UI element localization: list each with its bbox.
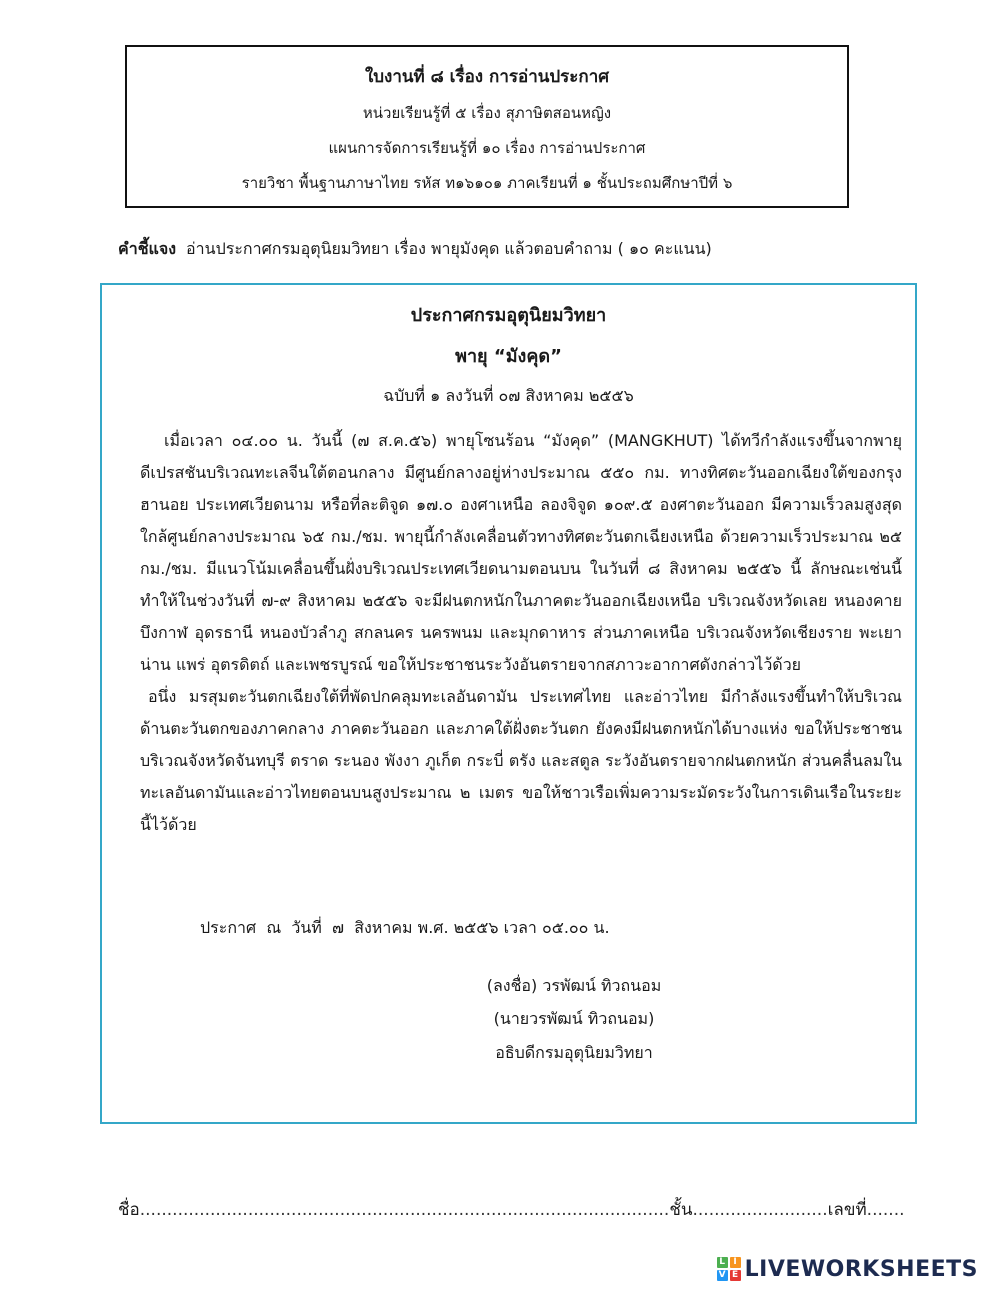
logo-wordmark: LIVEWORKSHEETS bbox=[744, 1256, 978, 1282]
instructions-label: คำชี้แจง bbox=[118, 239, 177, 258]
logo-tile: V bbox=[717, 1270, 728, 1281]
class-label: ชั้น bbox=[669, 1200, 693, 1220]
logo-tile: E bbox=[730, 1270, 741, 1281]
number-field[interactable]: ....... bbox=[866, 1200, 905, 1220]
storm-title: พายุ “มังคุด” bbox=[455, 346, 562, 367]
worksheet-title: ใบงานที่ ๘ เรื่อง การอ่านประกาศ bbox=[364, 67, 610, 87]
announcement-body bbox=[140, 425, 902, 841]
signature-line: (ลงชื่อ) วรพัฒน์ ทิวถนอม bbox=[486, 976, 662, 995]
header-plan-line: แผนการจัดการเรียนรู้ที่ ๑๐ เรื่อง การอ่านประกาศ bbox=[328, 139, 646, 157]
worksheet-header-box bbox=[125, 45, 849, 208]
logo-tile: L bbox=[717, 1257, 728, 1268]
class-field[interactable]: ......................... bbox=[692, 1200, 828, 1220]
liveworksheets-logo[interactable] bbox=[717, 1256, 978, 1282]
signatory-name: (นายวรพัฒน์ ทิวถนอม) bbox=[493, 1009, 655, 1028]
logo-tile: I bbox=[730, 1257, 741, 1268]
instructions-text: อ่านประกาศกรมอุตุนิยมวิทยา เรื่อง พายุมังคุด แล้วตอบคำถาม ( ๑๐ คะแนน) bbox=[186, 239, 712, 258]
logo-tiles-icon bbox=[717, 1257, 741, 1281]
announcement-heading: ประกาศกรมอุตุนิยมวิทยา bbox=[410, 305, 607, 326]
student-info-line bbox=[118, 1196, 905, 1224]
number-label: เลขที่ bbox=[827, 1200, 867, 1220]
header-subject-line: รายวิชา พื้นฐานภาษาไทย รหัส ท๑๖๑๐๑ ภาคเรียนที่ ๑ ชั้นประถมศึกษาปีที่ ๖ bbox=[241, 174, 733, 192]
instructions bbox=[118, 236, 712, 262]
announcement-issue: ฉบับที่ ๑ ลงวันที่ ๐๗ สิงหาคม ๒๕๕๖ bbox=[383, 386, 634, 405]
name-label: ชื่อ bbox=[118, 1200, 140, 1220]
header-unit-line: หน่วยเรียนรู้ที่ ๕ เรื่อง สุภาษิตสอนหญิง bbox=[362, 104, 612, 122]
announcement-paragraph: เมื่อเวลา ๐๔.๐๐ น. วันนี้ (๗ ส.ค.๕๖) พายุโซนร้อน “มังคุด” (MANGKHUT) ได้ทวีกำลังแรงขึ้นจากพายุดีเปรสชันบริเวณทะเลจีนใต้ตอนกลาง มีศูนย์กลางอยู่ห่างประมาณ ๕๕๐ กม. ทางทิศตะวันออกเฉียงใต้ของกรุงฮานอย ประเทศเวียดนาม หรือที่ละติจูด ๑๗.๐ องศาเหนือ ลองจิจูด ๑๐๙.๕ องศาตะวันออก มีความเร็วลมสูงสุดใกล้ศูนย์กลางประมาณ ๖๕ กม./ชม. พายุนี้กำลังเคลื่อนตัวทางทิศตะวันตกเฉียงเหนือ ด้วยความเร็วประมาณ ๒๕ กม./ชม. มีแนวโน้มเคลื่อนขึ้นฝั่งบริเวณประเทศเวียดนามตอนบน ในวันที่ ๘ สิงหาคม ๒๕๕๖ นี้ ลักษณะเช่นนี้ทำให้ในช่วงวันที่ ๗-๙ สิงหาคม ๒๕๕๖ จะมีฝนตกหนักในภาคตะวันออกเฉียงเหนือ บริเวณจังหวัดเลย หนองคาย บึงกาฬ อุดรธานี หนองบัวลำภู สกลนคร นครพนม และมุกดาหาร ส่วนภาคเหนือ บริเวณจังหวัดเชียงราย พะเยา น่าน แพร่ อุตรดิตถ์ และเพชรบูรณ์ ขอให้ประชาชนระวังอันตรายจากสภาวะอากาศดังกล่าวไว้ด้วย bbox=[140, 431, 902, 674]
signatory-title: อธิบดีกรมอุตุนิยมวิทยา bbox=[495, 1043, 653, 1062]
announcement-date-line: ประกาศ ณ วันที่ ๗ สิงหาคม พ.ศ. ๒๕๕๖ เวลา ๐๕.๐๐ น. bbox=[200, 918, 610, 937]
announcement-paragraph: อนึ่ง มรสุมตะวันตกเฉียงใต้ที่พัดปกคลุมทะเลอันดามัน ประเทศไทย และอ่าวไทย มีกำลังแรงขึ้นทำให้บริเวณด้านตะวันตกของภาคกลาง ภาคตะวันออก และภาคใต้ฝั่งตะวันตก ยังคงมีฝนตกหนักได้บางแห่ง ขอให้ประชาชนบริเวณจังหวัดจันทบุรี ตราด ระนอง พังงา ภูเก็ต กระบี่ ตรัง และสตูล ระวังอันตรายจากฝนตกหนัก ส่วนคลื่นลมในทะเลอันดามันและอ่าวไทยตอนบนสูงประมาณ ๒ เมตร ขอให้ชาวเรือเพิ่มความระมัดระวังในการเดินเรือในระยะนี้ไว้ด้วย bbox=[140, 687, 902, 834]
announcement-box bbox=[100, 283, 917, 1124]
name-field[interactable]: .................................................................................................. bbox=[139, 1200, 670, 1220]
